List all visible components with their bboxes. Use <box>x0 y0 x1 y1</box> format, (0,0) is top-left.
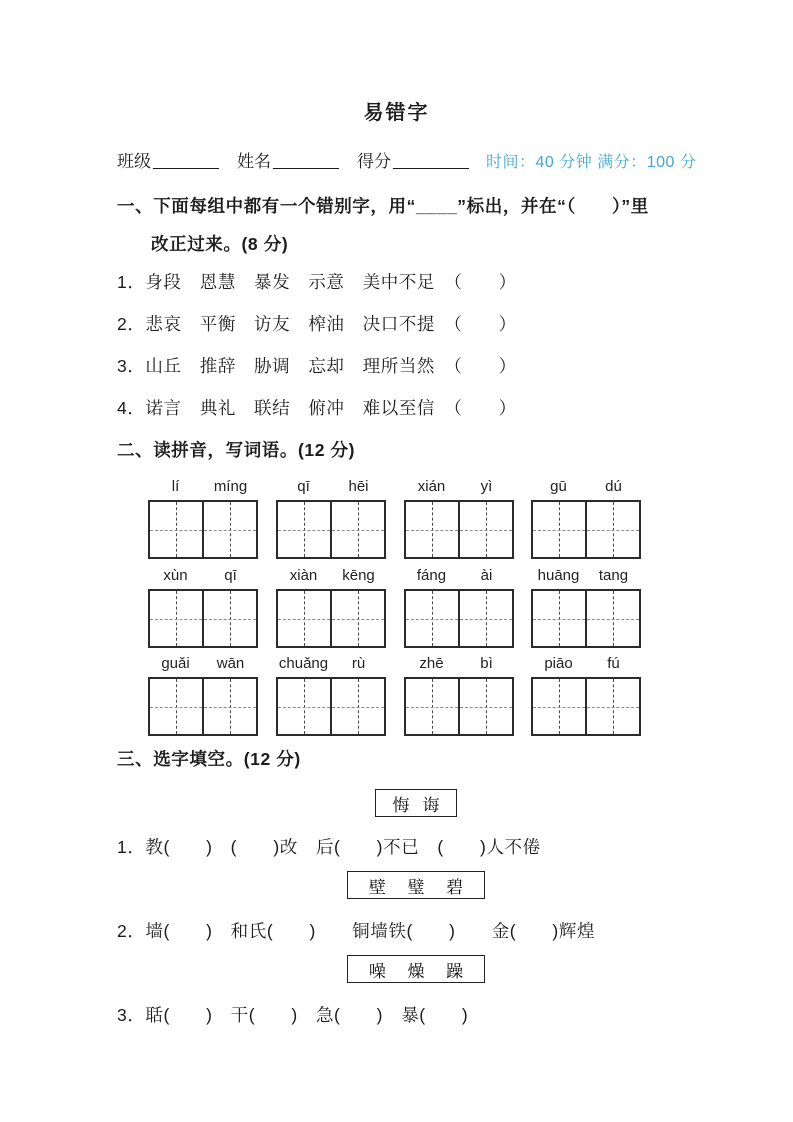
section1-item-2: 2．悲哀 平衡 访友 榨油 决口不提 （ ） <box>117 314 517 334</box>
choice-box-3 <box>347 955 485 983</box>
pinyin-syllable: fú <box>607 655 620 672</box>
score-blank[interactable] <box>393 151 469 169</box>
writing-grid-box <box>531 677 641 736</box>
section1-heading-line1: 一、下面每组中都有一个错别字，用“____”标出，并在“（ ）”里 <box>117 196 649 216</box>
writing-grid-box <box>531 589 641 648</box>
choice-char: 璧 <box>407 877 425 897</box>
pinyin-syllable: bì <box>480 655 493 672</box>
pinyin-syllable: chuǎng <box>278 655 329 672</box>
class-label: 班级 <box>117 152 151 171</box>
pinyin-word-group <box>404 567 514 648</box>
grid-cell[interactable] <box>330 591 384 646</box>
section3-item-2: 2．墙( ) 和氏( ) 铜墙铁( ) 金( )辉煌 <box>117 921 596 941</box>
writing-grid-box <box>404 500 514 559</box>
section1-heading-line2: 改正过来。(8 分) <box>151 234 289 254</box>
pinyin-syllable: zhē <box>419 655 444 672</box>
choice-char: 躁 <box>446 961 464 981</box>
grid-cell[interactable] <box>330 679 384 734</box>
pinyin-syllable: xián <box>417 478 446 495</box>
writing-grid-box <box>148 500 258 559</box>
grid-cell[interactable] <box>585 591 639 646</box>
class-blank[interactable] <box>153 151 219 169</box>
grid-cell[interactable] <box>202 502 256 557</box>
choice-char: 燥 <box>407 961 425 981</box>
writing-grid-box <box>276 589 386 648</box>
student-info-line <box>117 147 469 172</box>
grid-cell[interactable] <box>330 502 384 557</box>
pinyin-syllable: qī <box>224 567 237 584</box>
name-label: 姓名 <box>237 152 271 171</box>
pinyin-word-group <box>531 478 641 559</box>
section3-item-1: 1．教( ) ( )改 后( )不已 ( )人不倦 <box>117 837 541 857</box>
pinyin-syllable: fáng <box>416 567 447 584</box>
choice-char: 碧 <box>446 877 464 897</box>
pinyin-syllable: xiàn <box>289 567 318 584</box>
section2-heading: 二、读拼音，写词语。(12 分) <box>117 440 356 460</box>
name-blank[interactable] <box>273 151 339 169</box>
grid-cell[interactable] <box>458 502 512 557</box>
grid-cell[interactable] <box>533 591 585 646</box>
grid-cell[interactable] <box>458 591 512 646</box>
pinyin-syllable: kēng <box>342 567 375 584</box>
writing-grid-box <box>148 589 258 648</box>
grid-cell[interactable] <box>533 502 585 557</box>
grid-cell[interactable] <box>278 591 330 646</box>
pinyin-word-group <box>148 655 258 736</box>
grid-cell[interactable] <box>533 679 585 734</box>
grid-cell[interactable] <box>202 591 256 646</box>
choice-char: 壁 <box>368 877 386 897</box>
grid-cell[interactable] <box>150 591 202 646</box>
pinyin-word-group <box>276 655 386 736</box>
writing-grid-box <box>531 500 641 559</box>
section3-item-3: 3．聒( ) 干( ) 急( ) 暴( ) <box>117 1005 469 1025</box>
section1-item-1: 1．身段 恩慧 暴发 示意 美中不足 （ ） <box>117 272 517 292</box>
pinyin-syllable: xùn <box>163 567 188 584</box>
choice-char: 悔 <box>392 795 410 815</box>
pinyin-syllable: lí <box>171 478 180 495</box>
pinyin-word-group <box>276 478 386 559</box>
grid-cell[interactable] <box>458 679 512 734</box>
section3-heading: 三、选字填空。(12 分) <box>117 749 301 769</box>
choice-char: 噪 <box>368 961 386 981</box>
pinyin-syllable: gū <box>550 478 567 495</box>
writing-grid-box <box>404 589 514 648</box>
grid-cell[interactable] <box>202 679 256 734</box>
time-limit-info: 时间：40 分钟 满分：100 分 <box>486 154 697 171</box>
writing-grid-box <box>276 677 386 736</box>
grid-cell[interactable] <box>278 502 330 557</box>
grid-cell[interactable] <box>406 502 458 557</box>
pinyin-word-group <box>404 478 514 559</box>
page-title: 易错字 <box>363 102 430 124</box>
writing-grid-box <box>404 677 514 736</box>
section1-item-4: 4．诺言 典礼 联结 俯冲 难以至信 （ ） <box>117 398 517 418</box>
section1-item-3: 3．山丘 推辞 胁调 忘却 理所当然 （ ） <box>117 356 517 376</box>
pinyin-syllable: míng <box>213 478 248 495</box>
choice-box-2 <box>347 871 485 899</box>
pinyin-syllable: huāng <box>537 567 580 584</box>
pinyin-word-group <box>148 567 258 648</box>
pinyin-word-group <box>404 655 514 736</box>
grid-cell[interactable] <box>585 502 639 557</box>
grid-cell[interactable] <box>278 679 330 734</box>
choice-box-1 <box>375 789 457 817</box>
grid-cell[interactable] <box>585 679 639 734</box>
pinyin-syllable: yì <box>480 478 493 495</box>
writing-grid-box <box>276 500 386 559</box>
pinyin-syllable: hēi <box>348 478 369 495</box>
pinyin-syllable: rù <box>351 655 366 672</box>
choice-char: 诲 <box>422 795 440 815</box>
pinyin-syllable: qī <box>297 478 310 495</box>
writing-grid-box <box>148 677 258 736</box>
grid-cell[interactable] <box>406 679 458 734</box>
pinyin-word-group <box>276 567 386 648</box>
grid-cell[interactable] <box>150 679 202 734</box>
pinyin-word-group <box>148 478 258 559</box>
pinyin-syllable: piāo <box>544 655 573 672</box>
grid-cell[interactable] <box>150 502 202 557</box>
pinyin-syllable: dú <box>605 478 622 495</box>
pinyin-syllable: wān <box>216 655 245 672</box>
pinyin-syllable: ài <box>480 567 493 584</box>
score-label: 得分 <box>357 152 391 171</box>
pinyin-word-group <box>531 567 641 648</box>
pinyin-word-group <box>531 655 641 736</box>
pinyin-syllable: guǎi <box>161 655 190 672</box>
pinyin-syllable: tang <box>598 567 629 584</box>
grid-cell[interactable] <box>406 591 458 646</box>
